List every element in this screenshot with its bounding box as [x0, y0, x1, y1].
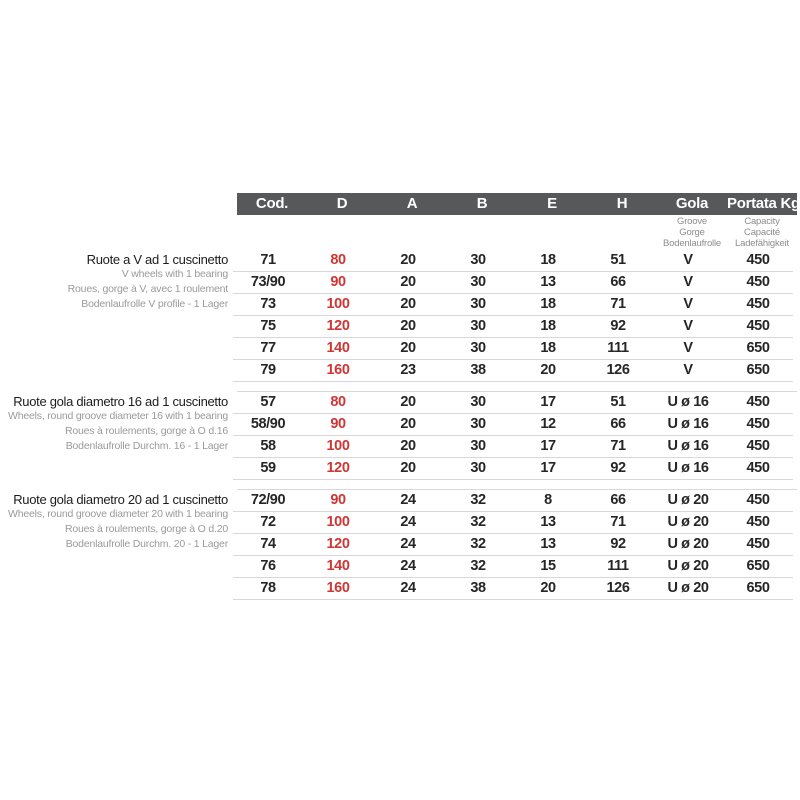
table-cell: 92 [610, 536, 626, 552]
table-cell: 140 [326, 340, 350, 356]
table-cell: 12 [540, 416, 556, 432]
subheader-line: Gorge [679, 227, 705, 238]
table-row [233, 360, 793, 382]
group-divider [237, 382, 797, 392]
subheader-line: Bodenlaufrolle [663, 238, 721, 249]
table-cell: V [683, 274, 693, 290]
subheader-row [237, 215, 797, 250]
table-cell: 160 [326, 580, 350, 596]
row-group-label [0, 490, 233, 552]
column-header: Cod. [255, 195, 289, 212]
table-cell: 66 [610, 274, 626, 290]
table-cell: 92 [610, 318, 626, 334]
table-cell: 24 [400, 558, 416, 574]
table-cell: U ø 20 [667, 492, 709, 508]
table-cell: 120 [326, 460, 350, 476]
table-row [233, 458, 793, 480]
column-header: H [616, 195, 628, 212]
table-cell: 450 [746, 536, 770, 552]
table-cell: 450 [746, 416, 770, 432]
table-cell: 20 [400, 460, 416, 476]
table-cell: 450 [746, 460, 770, 476]
table-cell: 24 [400, 492, 416, 508]
table-cell: 450 [746, 318, 770, 334]
table-cell: 450 [746, 438, 770, 454]
table-cell: 73/90 [250, 274, 286, 290]
table-cell: 13 [540, 514, 556, 530]
table-row [233, 556, 793, 578]
table-cell: 75 [260, 318, 276, 334]
row-group [0, 392, 797, 480]
table-cell: 100 [326, 296, 350, 312]
row-group [0, 490, 797, 600]
table-cell: 20 [540, 362, 556, 378]
table-cell: 120 [326, 318, 350, 334]
subheader-line: Capacité [744, 227, 780, 238]
table-cell: 18 [540, 296, 556, 312]
subheader-line: Capacity [744, 216, 780, 227]
group-subtitle: Roues à roulements, gorge à O d.20 [64, 523, 228, 535]
table-cell: V [683, 340, 693, 356]
table-cell: 450 [746, 274, 770, 290]
table-cell: 71 [610, 296, 626, 312]
portata-subheader [727, 216, 797, 249]
table-cell: 20 [400, 416, 416, 432]
row-group-rows [233, 250, 793, 382]
spec-table [0, 193, 800, 600]
table-cell: 74 [260, 536, 276, 552]
table-cell: 126 [606, 362, 630, 378]
table-cell: 30 [470, 296, 486, 312]
table-row [233, 414, 793, 436]
group-subtitle: V wheels with 1 bearing [121, 268, 228, 280]
table-cell: 450 [746, 296, 770, 312]
table-cell: U ø 20 [667, 558, 709, 574]
table-cell: U ø 16 [667, 438, 709, 454]
table-row [233, 272, 793, 294]
table-cell: 450 [746, 394, 770, 410]
table-cell: 59 [260, 460, 276, 476]
table-cell: 100 [326, 438, 350, 454]
table-cell: 80 [330, 394, 346, 410]
group-title: Ruote a V ad 1 cuscinetto [86, 252, 228, 267]
table-cell: 73 [260, 296, 276, 312]
table-cell: 58 [260, 438, 276, 454]
table-cell: 20 [400, 394, 416, 410]
table-cell: 30 [470, 252, 486, 268]
group-subtitle: Wheels, round groove diameter 20 with 1 bearing [8, 508, 228, 520]
table-cell: 23 [400, 362, 416, 378]
group-subtitle: Roues à roulements, gorge à O d.16 [64, 425, 228, 437]
table-row [233, 436, 793, 458]
table-row [233, 534, 793, 556]
table-cell: 38 [470, 580, 486, 596]
table-cell: 78 [260, 580, 276, 596]
column-header: E [547, 195, 557, 212]
table-cell: V [683, 296, 693, 312]
table-cell: 30 [470, 416, 486, 432]
gola-subheader [657, 216, 727, 249]
table-cell: 30 [470, 438, 486, 454]
table-cell: 30 [470, 274, 486, 290]
table-row [233, 578, 793, 600]
table-cell: 71 [610, 514, 626, 530]
table-cell: 30 [470, 394, 486, 410]
table-cell: 51 [610, 252, 626, 268]
table-cell: 18 [540, 340, 556, 356]
table-cell: 24 [400, 536, 416, 552]
table-cell: 71 [610, 438, 626, 454]
group-subtitle: Bodenlaufrolle V profile - 1 Lager [81, 298, 228, 310]
table-cell: 20 [400, 340, 416, 356]
table-cell: 450 [746, 514, 770, 530]
table-cell: 80 [330, 252, 346, 268]
table-cell: 58/90 [250, 416, 286, 432]
group-subtitle: Wheels, round groove diameter 16 with 1 bearing [8, 410, 228, 422]
table-cell: U ø 20 [667, 514, 709, 530]
table-cell: 20 [400, 318, 416, 334]
header-row [237, 193, 800, 215]
table-cell: 20 [400, 252, 416, 268]
table-cell: 120 [326, 536, 350, 552]
table-cell: U ø 20 [667, 580, 709, 596]
table-cell: U ø 16 [667, 460, 709, 476]
table-cell: 72 [260, 514, 276, 530]
row-group-label [0, 392, 233, 454]
row-group [0, 250, 797, 382]
table-row [233, 250, 793, 272]
table-cell: 71 [260, 252, 276, 268]
table-cell: 8 [544, 492, 552, 508]
subheader-line: Groove [677, 216, 707, 227]
table-cell: 450 [746, 252, 770, 268]
table-cell: 32 [470, 514, 486, 530]
table-cell: 66 [610, 492, 626, 508]
column-header: A [406, 195, 418, 212]
table-cell: 450 [746, 492, 770, 508]
table-cell: 90 [330, 274, 346, 290]
table-body [0, 250, 797, 600]
table-cell: U ø 20 [667, 536, 709, 552]
table-cell: 38 [470, 362, 486, 378]
table-row [233, 338, 793, 360]
table-row [233, 294, 793, 316]
table-cell: 24 [400, 580, 416, 596]
table-cell: 126 [606, 580, 630, 596]
group-title: Ruote gola diametro 16 ad 1 cuscinetto [13, 394, 228, 409]
table-cell: 20 [400, 296, 416, 312]
group-divider [237, 480, 797, 490]
table-cell: 66 [610, 416, 626, 432]
row-group-rows [233, 490, 793, 600]
table-cell: 57 [260, 394, 276, 410]
table-cell: 13 [540, 274, 556, 290]
row-group-rows [233, 392, 793, 480]
table-cell: 18 [540, 318, 556, 334]
table-cell: 30 [470, 318, 486, 334]
table-cell: V [683, 252, 693, 268]
table-cell: 111 [607, 340, 629, 356]
table-cell: 30 [470, 340, 486, 356]
table-cell: 15 [540, 558, 556, 574]
table-cell: 92 [610, 460, 626, 476]
table-row [233, 490, 793, 512]
table-cell: 20 [400, 438, 416, 454]
table-cell: 79 [260, 362, 276, 378]
column-header: Gola [675, 195, 709, 212]
table-cell: 90 [330, 416, 346, 432]
column-header: Portata Kg [727, 195, 800, 212]
table-cell: V [683, 318, 693, 334]
table-cell: 77 [260, 340, 276, 356]
table-cell: 100 [326, 514, 350, 530]
table-cell: 17 [540, 394, 556, 410]
column-header: B [476, 195, 488, 212]
table-cell: 20 [540, 580, 556, 596]
table-cell: 13 [540, 536, 556, 552]
group-subtitle: Bodenlaufrolle Durchm. 16 - 1 Lager [65, 440, 228, 452]
table-cell: 51 [610, 394, 626, 410]
table-cell: 650 [746, 580, 770, 596]
table-cell: 650 [746, 340, 770, 356]
column-header: D [336, 195, 348, 212]
table-cell: 650 [746, 362, 770, 378]
table-cell: 76 [260, 558, 276, 574]
subheader-line: Ladefähigkeit [735, 238, 789, 249]
table-cell: 111 [607, 558, 629, 574]
table-cell: 20 [400, 274, 416, 290]
table-row [233, 316, 793, 338]
table-cell: 18 [540, 252, 556, 268]
group-title: Ruote gola diametro 20 ad 1 cuscinetto [13, 492, 228, 507]
table-cell: 140 [326, 558, 350, 574]
table-cell: U ø 16 [667, 394, 709, 410]
group-subtitle: Bodenlaufrolle Durchm. 20 - 1 Lager [65, 538, 228, 550]
group-subtitle: Roues, gorge à V, avec 1 roulement [67, 283, 228, 295]
table-cell: 30 [470, 460, 486, 476]
table-cell: 160 [326, 362, 350, 378]
table-cell: U ø 16 [667, 416, 709, 432]
table-cell: 90 [330, 492, 346, 508]
table-cell: 72/90 [250, 492, 286, 508]
table-cell: 32 [470, 558, 486, 574]
table-row [233, 392, 793, 414]
table-cell: 17 [540, 438, 556, 454]
table-cell: 32 [470, 536, 486, 552]
table-cell: 650 [746, 558, 770, 574]
table-row [233, 512, 793, 534]
table-cell: 17 [540, 460, 556, 476]
row-group-label [0, 250, 233, 312]
table-cell: 32 [470, 492, 486, 508]
table-cell: 24 [400, 514, 416, 530]
table-cell: V [683, 362, 693, 378]
